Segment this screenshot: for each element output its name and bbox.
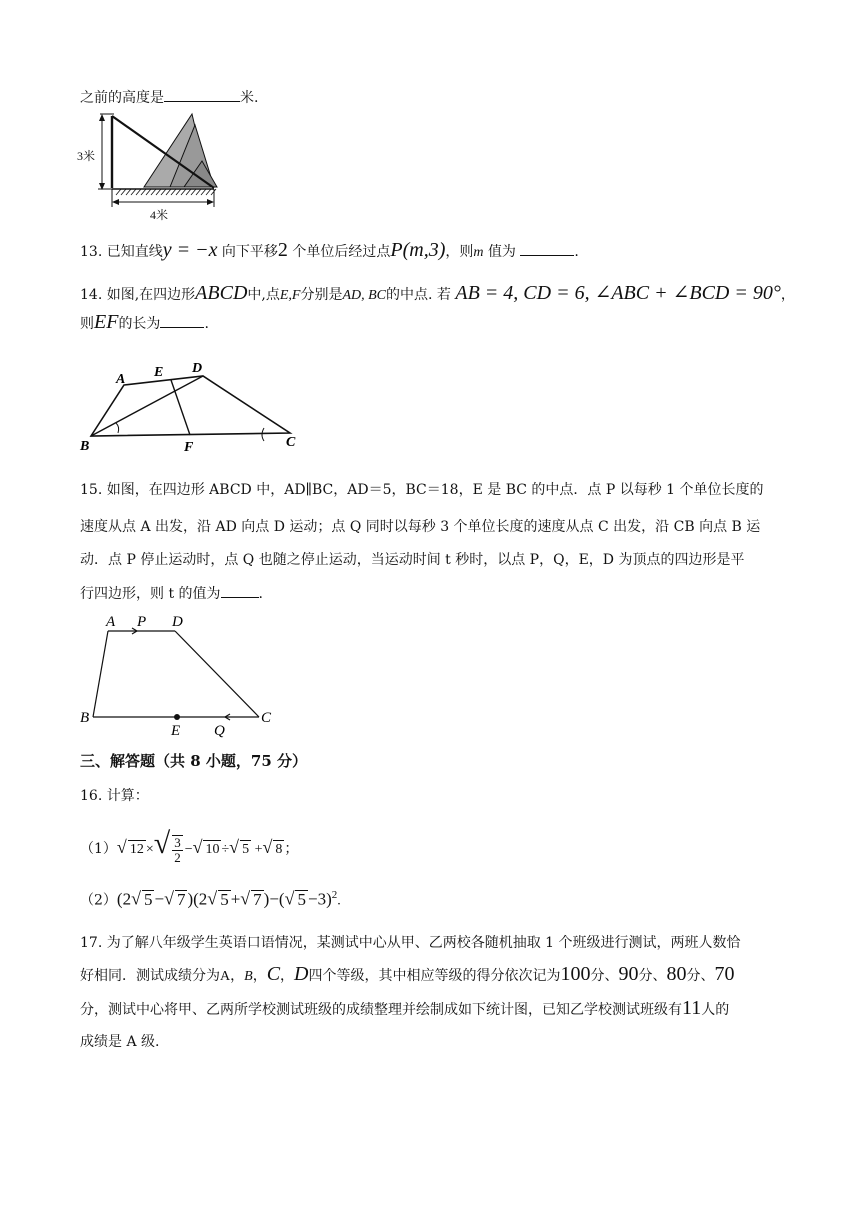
hatch-stroke <box>126 189 131 195</box>
q15-point-e <box>174 714 180 720</box>
q16-p2-c: )−( <box>263 889 285 909</box>
q15-answer-blank[interactable] <box>221 583 259 598</box>
q14-label-e: E <box>154 365 164 380</box>
q12-width-label: 4米 <box>150 208 169 222</box>
q16-p2-b: )(2 <box>187 889 208 909</box>
q16-p2-r5b: 5 <box>220 889 229 909</box>
q16-p1-num: 3 <box>174 834 181 850</box>
q14-label-a: A <box>116 372 126 387</box>
hatch-stroke <box>191 189 196 195</box>
q12-ground-hatch <box>116 189 216 195</box>
q13-line <box>80 240 579 263</box>
q16-p1-minus: − <box>184 842 193 857</box>
q14-condition: AB = 4, CD = 6, ∠ABC + ∠BCD = 90° <box>455 282 781 304</box>
q12-answer-line <box>80 87 258 108</box>
q14-line2 <box>80 312 209 334</box>
hatch-stroke <box>166 189 171 195</box>
q15-figure <box>78 610 283 740</box>
q17-grade-b: B <box>244 969 253 984</box>
q13-number: 13. <box>80 244 103 260</box>
q14-text-g: 的长为 <box>118 316 161 332</box>
q17-text-c: 分，测试中心将甲、乙两所学校测试班级的成绩整理并绘制成如下统计图，已知乙学校测试班级有 <box>80 1002 682 1018</box>
q16-part2: （2）(2√ 5 −√ 7 )(2√ 5 +√ 7 )−(√ 5 −3)$^2$. <box>80 888 341 909</box>
q16-p1-r3: 5 <box>242 842 250 857</box>
hatch-stroke <box>131 189 136 195</box>
q15-label-b: B <box>80 710 90 726</box>
section3-title: 三、解答题（共 8 小题，75 分） <box>80 752 307 770</box>
q12-arrow-left <box>112 199 119 205</box>
q12-text-before: 之前的高度是 <box>80 90 164 106</box>
q15-line1: 15. 如图，在四边形 ABCD 中，AD∥BC，AD＝5，BC＝18，E 是 BC 的中点．点 P 以每秒 1 个单位长度的 <box>80 482 764 498</box>
q14-segs: AD, BC <box>342 288 387 303</box>
q14-label-b: B <box>80 439 90 454</box>
hatch-stroke <box>121 189 126 195</box>
q17-unit3: 分、 <box>686 968 715 984</box>
q16-p2-r5a: 5 <box>143 889 153 909</box>
q16-p2-exp: 2 <box>331 889 338 901</box>
hatch-stroke <box>201 189 206 195</box>
hatch-stroke <box>176 189 181 195</box>
q15-side-ba <box>93 631 108 717</box>
q13-text3: 个单位后经过点 <box>292 244 391 260</box>
hatch-stroke <box>136 189 141 195</box>
q14-text-a: 如图,在四边形 <box>106 287 196 303</box>
q17-grade-a: A <box>220 969 231 984</box>
q17-sep1: ， <box>230 968 245 984</box>
q15-label-q: Q <box>214 723 225 739</box>
q16-p2-r7a: 7 <box>176 889 186 909</box>
q14-text-d: 的中点. 若 <box>386 287 451 303</box>
hatch-stroke <box>141 189 146 195</box>
q16-p1-den: 2 <box>174 849 181 865</box>
q13-text2: 向下平移 <box>221 244 278 260</box>
q12-arrow-right <box>207 199 214 205</box>
q17-line2 <box>80 964 734 987</box>
q14-label-d: D <box>192 361 203 376</box>
q14-answer-blank[interactable] <box>160 313 204 328</box>
q14-end: . <box>204 316 209 332</box>
q14-text-b: 中,点 <box>247 287 280 303</box>
hatch-stroke <box>116 189 121 195</box>
q16-p2-m1: − <box>154 889 165 909</box>
q14-diagonal-bd <box>91 376 203 436</box>
q17-sep3: ， <box>280 968 295 984</box>
q16-p1-r4: 8 <box>275 842 283 857</box>
q16-p2-p1: + <box>230 889 241 909</box>
hatch-stroke <box>146 189 151 195</box>
hatch-stroke <box>206 189 211 195</box>
q15-label-c: C <box>261 710 272 726</box>
q13-text1: 已知直线 <box>106 244 163 260</box>
hatch-stroke <box>156 189 161 195</box>
q16-p1-r1: 12 <box>129 842 144 857</box>
q15-label-d: D <box>172 614 183 630</box>
q17-line4: 成绩是 A 级. <box>80 1034 160 1050</box>
q17-text-b: 四个等级，其中相应等级的得分依次记为 <box>308 968 561 984</box>
q14-angle-c <box>262 428 264 441</box>
q17-text-a: 好相同．测试成绩分为 <box>80 968 220 984</box>
q16-p2-m2: −3) <box>307 889 332 909</box>
q17-line3 <box>80 998 729 1020</box>
q13-point: P(m,3) <box>390 239 446 261</box>
q14-text-e: ， <box>780 287 795 303</box>
q16-part1: （1）√ 12 ×√ $\frac{3}{2}$ −√ 10 ÷√ 5 +√ 8 ； <box>80 827 299 865</box>
q16-p2-a: (2 <box>116 889 132 909</box>
q12-height-label: 3米 <box>77 149 96 163</box>
q16-p1-r2: 10 <box>205 842 220 857</box>
q17-sep2: ， <box>252 968 267 984</box>
hatch-stroke <box>186 189 191 195</box>
q15-line3: 动．点 P 停止运动时，点 Q 也随之停止运动，当运动时间 t 秒时，以点 P，Q，E，D 为顶点的四边形是平 <box>80 552 745 568</box>
q16-p2-label: （2） <box>80 892 117 909</box>
q17-unit2: 分、 <box>638 968 667 984</box>
q16-title: 计算： <box>106 788 149 804</box>
q14-number: 14. <box>80 287 103 303</box>
q14-label-c: C <box>286 435 296 450</box>
q14-text-f: 则 <box>80 316 94 332</box>
q15-line2: 速度从点 A 出发，沿 AD 向点 D 运动；点 Q 同时以每秒 3 个单位长度的速度从点 C 出发，沿 CB 向点 B 运 <box>80 519 761 535</box>
q17-grade-c: C <box>266 963 281 985</box>
q14-angle-b <box>116 423 119 433</box>
q16-p1-plus: + <box>254 842 263 857</box>
q13-answer-blank[interactable] <box>520 241 574 256</box>
hatch-stroke <box>161 189 166 195</box>
q13-var-m: m <box>473 245 484 260</box>
hatch-stroke <box>171 189 176 195</box>
q14-line1 <box>80 283 795 306</box>
q17-score-100: 100 <box>560 963 591 985</box>
q15-text-b: . <box>258 586 263 602</box>
q15-label-p: P <box>137 614 147 630</box>
q14-ef: EF <box>94 311 119 333</box>
q17-count-11: 11 <box>682 997 702 1019</box>
q13-text4: ，则 <box>445 244 474 260</box>
q12-answer-blank[interactable] <box>164 87 240 102</box>
q12-figure <box>74 108 224 223</box>
q14-figure <box>78 355 308 455</box>
q15-side-dc <box>175 631 259 717</box>
q14-label-f: F <box>184 440 194 455</box>
q12-text-after: 米. <box>240 90 259 106</box>
q13-equation: y = −x <box>162 239 218 261</box>
q17-text-d: 人的 <box>701 1002 730 1018</box>
q17-unit1: 分、 <box>590 968 619 984</box>
q16-p1-fraction <box>172 835 183 865</box>
q16-p2-end: . <box>337 893 341 909</box>
q15-line4 <box>80 583 263 604</box>
q16-p1-label: （1） <box>80 841 117 857</box>
q17-grade-d: D <box>294 963 309 985</box>
q15-text-a: 行四边形，则 t 的值为 <box>80 586 221 602</box>
q16-p1-end: ； <box>284 841 299 857</box>
q13-end: . <box>574 244 579 260</box>
q17-line1: 17. 为了解八年级学生英语口语情况，某测试中心从甲、乙两校各随机抽取 1 个班级进行测试，两班人数恰 <box>80 935 741 951</box>
hatch-stroke <box>151 189 156 195</box>
q13-text5: 值为 <box>487 244 516 260</box>
q14-quad: ABCD <box>195 282 248 304</box>
q15-label-e: E <box>171 723 181 739</box>
q16-p2-r5c: 5 <box>297 889 306 909</box>
q17-score-70: 70 <box>714 963 735 985</box>
q14-pts: E,F <box>279 288 301 303</box>
q16-title-line <box>80 786 149 806</box>
q16-p2-r7b: 7 <box>253 889 262 909</box>
q14-text-c: 分别是 <box>300 287 343 303</box>
q17-score-80: 80 <box>666 963 687 985</box>
q16-p1-div: ÷ <box>221 842 230 857</box>
q16-p1-times: × <box>145 842 154 857</box>
q13-shift: 2 <box>277 239 288 261</box>
q12-arrow-up <box>99 114 105 121</box>
hatch-stroke <box>181 189 186 195</box>
q17-score-90: 90 <box>618 963 639 985</box>
hatch-stroke <box>196 189 201 195</box>
q16-number: 16. <box>80 788 103 804</box>
q15-label-a: A <box>106 614 116 630</box>
